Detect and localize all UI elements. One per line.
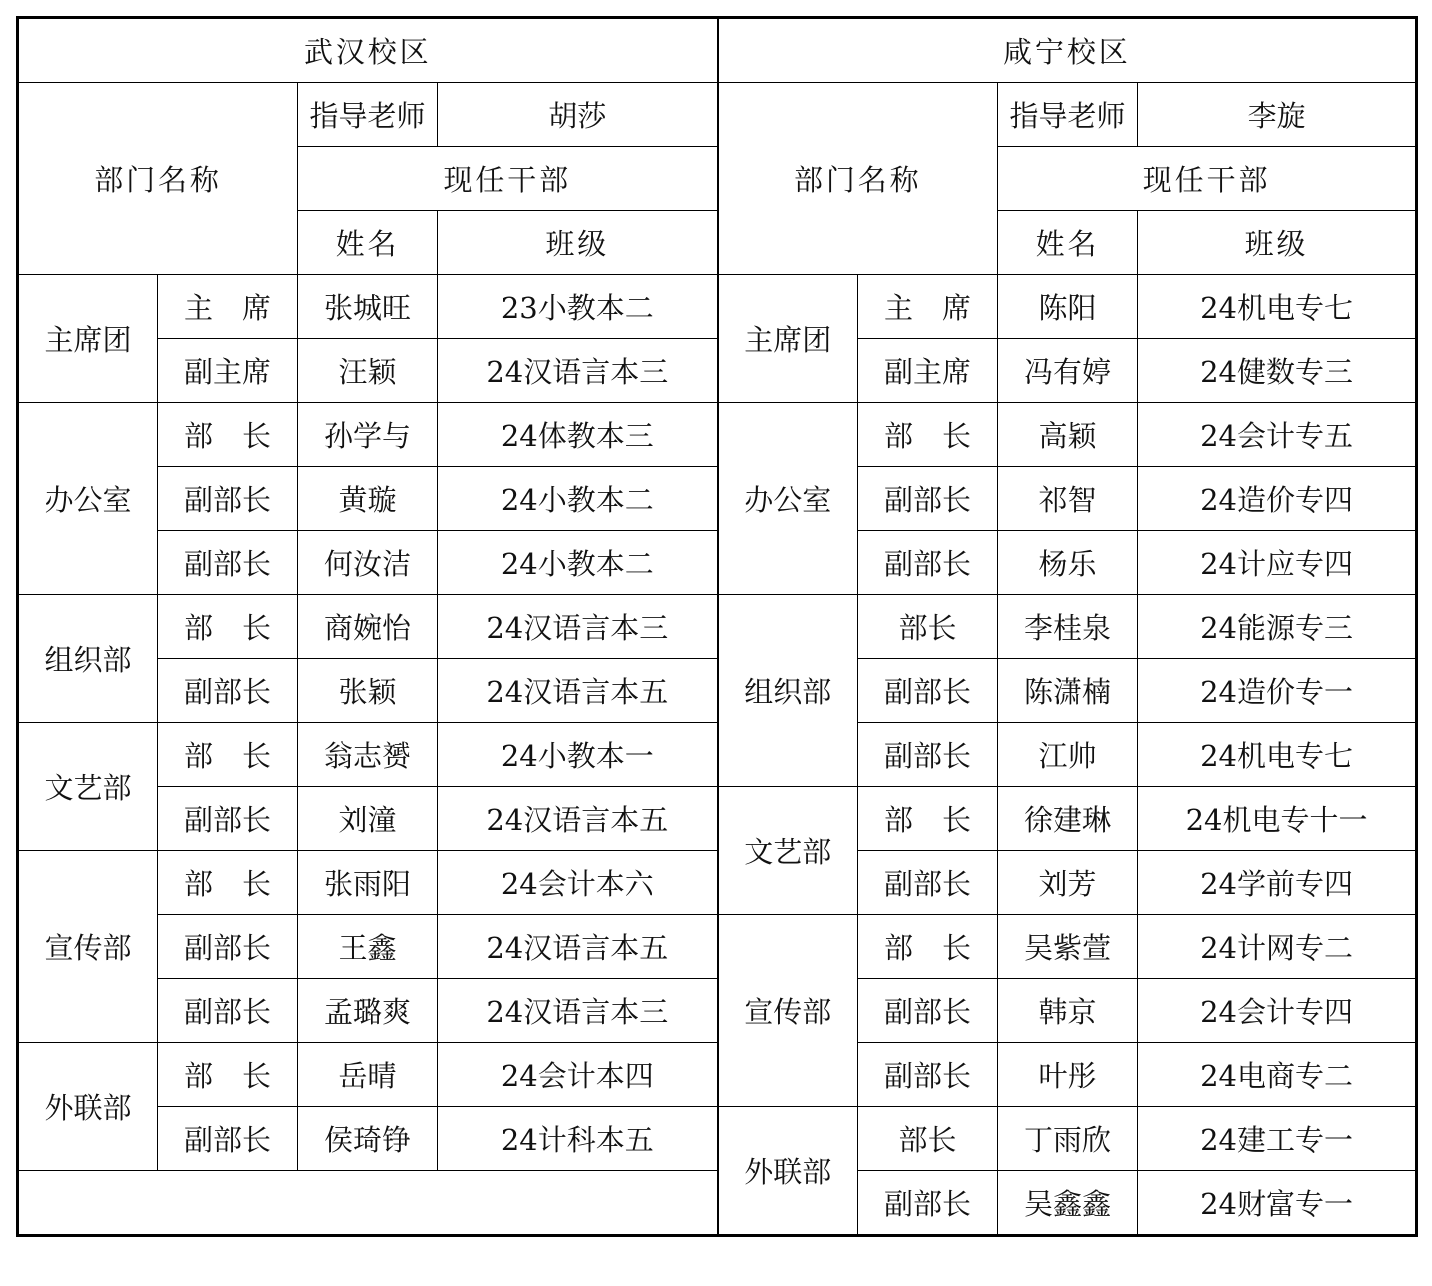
wuhan-class-cell: 24小教本二 (438, 531, 718, 595)
wuhan-campus-title: 武汉校区 (18, 18, 718, 83)
wuhan-name-cell: 岳晴 (298, 1043, 438, 1107)
xianning-class-cell: 24造价专四 (1138, 467, 1417, 531)
wuhan-advisor-name: 胡莎 (438, 83, 718, 147)
wuhan-position-cell: 副主席 (158, 339, 298, 403)
xianning-advisor-label: 指导老师 (998, 83, 1138, 147)
xianning-position-cell: 副部长 (858, 1171, 998, 1236)
wuhan-name-cell: 翁志赟 (298, 723, 438, 787)
wuhan-position-cell: 部 长 (158, 1043, 298, 1107)
xianning-name-cell: 杨乐 (998, 531, 1138, 595)
wuhan-class-cell: 24汉语言本三 (438, 979, 718, 1043)
xianning-class-cell: 24会计专五 (1138, 403, 1417, 467)
xianning-position-cell: 副部长 (858, 851, 998, 915)
advisor-row (18, 83, 1417, 147)
wuhan-class-cell: 24计科本五 (438, 1107, 718, 1171)
wuhan-class-cell: 23小教本二 (438, 275, 718, 339)
wuhan-name-cell: 汪颖 (298, 339, 438, 403)
wuhan-name-cell: 孟璐爽 (298, 979, 438, 1043)
xianning-name-cell: 高颖 (998, 403, 1138, 467)
wuhan-name-cell: 侯琦铮 (298, 1107, 438, 1171)
xianning-name-header: 姓名 (998, 211, 1138, 275)
wuhan-class-header: 班级 (438, 211, 718, 275)
xianning-name-cell: 陈潇楠 (998, 659, 1138, 723)
wuhan-position-cell: 副部长 (158, 787, 298, 851)
xianning-position-cell: 副部长 (858, 531, 998, 595)
wuhan-class-cell: 24小教本一 (438, 723, 718, 787)
xianning-position-cell: 部 长 (858, 403, 998, 467)
xianning-advisor-name: 李旋 (1138, 83, 1417, 147)
wuhan-position-cell: 部 长 (158, 595, 298, 659)
xianning-class-cell: 24电商专二 (1138, 1043, 1417, 1107)
wuhan-class-cell: 24汉语言本五 (438, 915, 718, 979)
xianning-position-cell: 主 席 (858, 275, 998, 339)
table-row (18, 467, 1417, 531)
xianning-class-cell: 24会计专四 (1138, 979, 1417, 1043)
xianning-name-cell: 江帅 (998, 723, 1138, 787)
table-row (18, 787, 1417, 851)
wuhan-dept-header: 部门名称 (18, 83, 298, 275)
table-row (18, 723, 1417, 787)
xianning-class-cell: 24机电专七 (1138, 723, 1417, 787)
table-row (18, 1043, 1417, 1107)
xianning-class-cell: 24机电专十一 (1138, 787, 1417, 851)
wuhan-dept-cell: 办公室 (18, 403, 158, 595)
xianning-name-cell: 丁雨欣 (998, 1107, 1138, 1171)
xianning-position-cell: 副部长 (858, 467, 998, 531)
wuhan-position-cell: 副部长 (158, 1107, 298, 1171)
wuhan-class-cell: 24汉语言本三 (438, 595, 718, 659)
xianning-dept-cell: 宣传部 (718, 915, 858, 1107)
table-row (18, 915, 1417, 979)
wuhan-empty-cell (18, 1171, 718, 1236)
wuhan-name-cell: 张城旺 (298, 275, 438, 339)
xianning-name-cell: 吴鑫鑫 (998, 1171, 1138, 1236)
wuhan-position-cell: 副部长 (158, 467, 298, 531)
wuhan-position-cell: 副部长 (158, 979, 298, 1043)
wuhan-name-cell: 张雨阳 (298, 851, 438, 915)
wuhan-position-cell: 部 长 (158, 403, 298, 467)
wuhan-name-cell: 何汝洁 (298, 531, 438, 595)
xianning-class-cell: 24健数专三 (1138, 339, 1417, 403)
wuhan-class-cell: 24会计本六 (438, 851, 718, 915)
xianning-dept-cell: 外联部 (718, 1107, 858, 1236)
xianning-name-cell: 陈阳 (998, 275, 1138, 339)
wuhan-class-cell: 24会计本四 (438, 1043, 718, 1107)
xianning-position-cell: 副部长 (858, 979, 998, 1043)
xianning-position-cell: 部长 (858, 1107, 998, 1171)
wuhan-name-cell: 黄璇 (298, 467, 438, 531)
xianning-position-cell: 副部长 (858, 1043, 998, 1107)
xianning-class-cell: 24机电专七 (1138, 275, 1417, 339)
wuhan-name-header: 姓名 (298, 211, 438, 275)
table-row (18, 339, 1417, 403)
xianning-dept-cell: 文艺部 (718, 787, 858, 915)
wuhan-position-cell: 副部长 (158, 659, 298, 723)
xianning-current-cadres: 现任干部 (998, 147, 1417, 211)
xianning-name-cell: 李桂泉 (998, 595, 1138, 659)
wuhan-dept-cell: 文艺部 (18, 723, 158, 851)
xianning-class-cell: 24建工专一 (1138, 1107, 1417, 1171)
wuhan-position-cell: 部 长 (158, 851, 298, 915)
xianning-name-cell: 吴紫萱 (998, 915, 1138, 979)
xianning-class-cell: 24造价专一 (1138, 659, 1417, 723)
wuhan-class-cell: 24汉语言本三 (438, 339, 718, 403)
wuhan-name-cell: 王鑫 (298, 915, 438, 979)
wuhan-dept-cell: 宣传部 (18, 851, 158, 1043)
xianning-campus-title: 咸宁校区 (718, 18, 1417, 83)
wuhan-position-cell: 副部长 (158, 531, 298, 595)
table-row (18, 595, 1417, 659)
xianning-dept-header: 部门名称 (718, 83, 998, 275)
table-row (18, 659, 1417, 723)
xianning-name-cell: 叶彤 (998, 1043, 1138, 1107)
xianning-class-cell: 24计应专四 (1138, 531, 1417, 595)
campus-header-row (18, 18, 1417, 83)
wuhan-current-cadres: 现任干部 (298, 147, 718, 211)
xianning-dept-cell: 组织部 (718, 595, 858, 787)
wuhan-dept-cell: 主席团 (18, 275, 158, 403)
xianning-position-cell: 部长 (858, 595, 998, 659)
xianning-class-cell: 24财富专一 (1138, 1171, 1417, 1236)
wuhan-dept-cell: 组织部 (18, 595, 158, 723)
wuhan-name-cell: 孙学与 (298, 403, 438, 467)
wuhan-class-cell: 24汉语言本五 (438, 787, 718, 851)
xianning-class-cell: 24学前专四 (1138, 851, 1417, 915)
wuhan-name-cell: 刘潼 (298, 787, 438, 851)
xianning-name-cell: 祁智 (998, 467, 1138, 531)
wuhan-position-cell: 主 席 (158, 275, 298, 339)
xianning-position-cell: 部 长 (858, 915, 998, 979)
wuhan-advisor-label: 指导老师 (298, 83, 438, 147)
wuhan-name-cell: 商婉怡 (298, 595, 438, 659)
wuhan-class-cell: 24体教本三 (438, 403, 718, 467)
xianning-position-cell: 副部长 (858, 659, 998, 723)
wuhan-dept-cell: 外联部 (18, 1043, 158, 1171)
table-row (18, 403, 1417, 467)
table-row (18, 1107, 1417, 1171)
wuhan-name-cell: 张颖 (298, 659, 438, 723)
xianning-name-cell: 刘芳 (998, 851, 1138, 915)
wuhan-position-cell: 副部长 (158, 915, 298, 979)
xianning-class-header: 班级 (1138, 211, 1417, 275)
cadre-roster-table (16, 16, 1418, 1237)
xianning-position-cell: 副部长 (858, 723, 998, 787)
table-row (18, 531, 1417, 595)
xianning-class-cell: 24计网专二 (1138, 915, 1417, 979)
xianning-name-cell: 冯有婷 (998, 339, 1138, 403)
xianning-name-cell: 韩京 (998, 979, 1138, 1043)
table-row (18, 275, 1417, 339)
table-row (18, 1171, 1417, 1236)
wuhan-class-cell: 24小教本二 (438, 467, 718, 531)
table-row (18, 979, 1417, 1043)
wuhan-class-cell: 24汉语言本五 (438, 659, 718, 723)
table-row (18, 851, 1417, 915)
xianning-position-cell: 部 长 (858, 787, 998, 851)
xianning-name-cell: 徐建琳 (998, 787, 1138, 851)
wuhan-position-cell: 部 长 (158, 723, 298, 787)
xianning-dept-cell: 主席团 (718, 275, 858, 403)
xianning-position-cell: 副主席 (858, 339, 998, 403)
xianning-dept-cell: 办公室 (718, 403, 858, 595)
xianning-class-cell: 24能源专三 (1138, 595, 1417, 659)
